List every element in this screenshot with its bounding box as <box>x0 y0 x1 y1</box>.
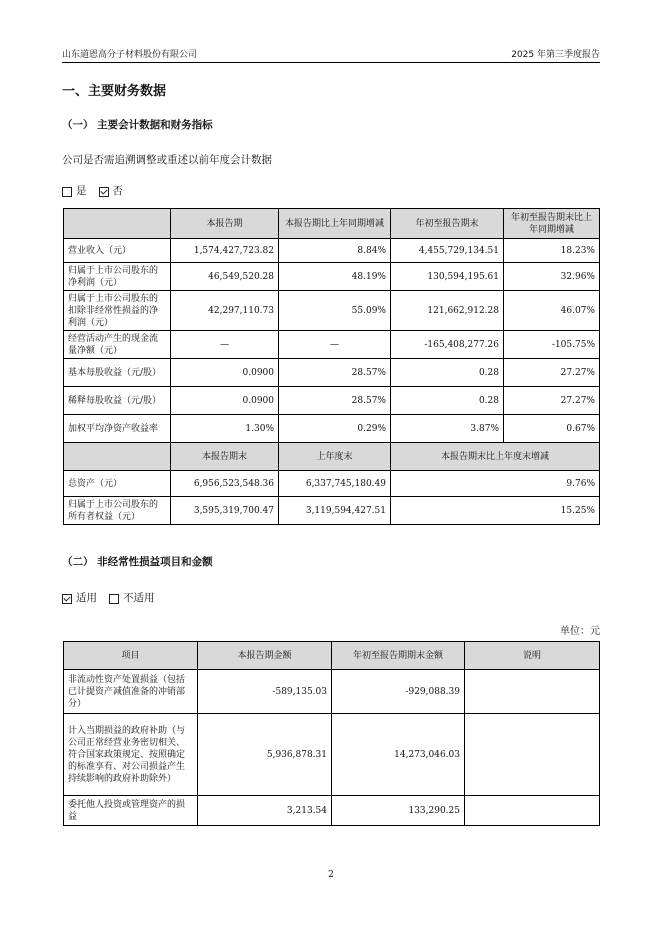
restatement-options <box>62 183 123 198</box>
table-row <box>64 359 600 387</box>
section-title: 一、主要财务数据 <box>62 84 167 99</box>
financial-indicators-table <box>63 208 600 525</box>
cell-value: -105.75% <box>504 331 600 359</box>
cell-value: -589,135.03 <box>198 670 332 714</box>
table-row <box>64 263 600 291</box>
cell-value: 1,574,427,723.82 <box>171 239 279 263</box>
restatement-question: 公司是否需追溯调整或重述以前年度会计数据 <box>62 154 272 166</box>
cell-value: 6,337,745,180.49 <box>279 471 391 497</box>
cell-value: 55.09% <box>279 291 391 331</box>
row-label: 计入当期损益的政府补助（与公司正常经营业务密切相关、符合国家政策规定、按照确定的标准享有、对公司损益产生持续影响的政府补助除外） <box>64 714 198 796</box>
cell-value: 3.87% <box>391 415 504 443</box>
subsection-title-1: （一） 主要会计数据和财务指标 <box>62 119 213 131</box>
cell-value: — <box>279 331 391 359</box>
cell-value: -165,408,277.26 <box>391 331 504 359</box>
row-label: 总资产（元） <box>64 471 171 497</box>
table-row <box>64 670 600 714</box>
row-label: 归属于上市公司股东的净利润（元） <box>64 263 171 291</box>
applicable-options <box>62 590 155 605</box>
header-cell <box>64 443 171 471</box>
header-cell: 年初至报告期末 <box>391 209 504 239</box>
cell-value: 1.30% <box>171 415 279 443</box>
cell-value: 8.84% <box>279 239 391 263</box>
table-header-row <box>64 642 600 670</box>
header-report-title: 2025 年第三季度报告 <box>511 50 600 60</box>
cell-value: 9.76% <box>391 471 600 497</box>
cell-value: 42,297,110.73 <box>171 291 279 331</box>
header-cell: 说明 <box>465 642 600 670</box>
header-cell: 年初至报告期期末金额 <box>332 642 465 670</box>
checkbox-no[interactable] <box>99 187 109 197</box>
option-not-applicable-label: 不适用 <box>123 592 155 604</box>
cell-value: 121,662,912.28 <box>391 291 504 331</box>
cell-value: 6,956,523,548.36 <box>171 471 279 497</box>
cell-value: 4,455,729,134.51 <box>391 239 504 263</box>
header-cell: 本报告期 <box>171 209 279 239</box>
table-row <box>64 291 600 331</box>
cell-value: 0.67% <box>504 415 600 443</box>
row-label: 营业收入（元） <box>64 239 171 263</box>
cell-value: 3,119,594,427.51 <box>279 497 391 525</box>
table-header-row <box>64 443 600 471</box>
option-no-label: 否 <box>112 185 123 197</box>
cell-value: 0.28 <box>391 387 504 415</box>
cell-value: 0.28 <box>391 359 504 387</box>
cell-value: 0.0900 <box>171 387 279 415</box>
page-header <box>62 46 600 63</box>
table-row <box>64 239 600 263</box>
cell-value: 46.07% <box>504 291 600 331</box>
checkbox-applicable[interactable] <box>62 594 72 604</box>
header-cell: 项目 <box>64 642 198 670</box>
header-cell: 上年度末 <box>279 443 391 471</box>
row-label: 委托他人投资或管理资产的损益 <box>64 796 198 826</box>
cell-value: 0.0900 <box>171 359 279 387</box>
table-row <box>64 497 600 525</box>
row-label: 非流动性资产处置损益（包括已计提资产减值准备的冲销部分） <box>64 670 198 714</box>
cell-note <box>465 670 600 714</box>
cell-value: 18.23% <box>504 239 600 263</box>
non-recurring-items-table <box>63 641 600 826</box>
unit-label: 单位：元 <box>560 626 600 637</box>
cell-value: 133,290.25 <box>332 796 465 826</box>
checkbox-yes[interactable] <box>62 187 72 197</box>
header-company: 山东道恩高分子材料股份有限公司 <box>62 50 198 60</box>
cell-value: 3,213.54 <box>198 796 332 826</box>
table-row <box>64 714 600 796</box>
cell-note <box>465 714 600 796</box>
header-cell: 本报告期金额 <box>198 642 332 670</box>
header-cell: 本报告期末比上年度末增减 <box>391 443 600 471</box>
table-row <box>64 387 600 415</box>
header-cell: 本报告期末 <box>171 443 279 471</box>
header-cell: 年初至报告期末比上年同期增减 <box>504 209 600 239</box>
cell-value: 27.27% <box>504 359 600 387</box>
row-label: 归属于上市公司股东的所有者权益（元） <box>64 497 171 525</box>
cell-value: 46,549,520.28 <box>171 263 279 291</box>
table-row <box>64 415 600 443</box>
cell-value: 14,273,046.03 <box>332 714 465 796</box>
checkbox-not-applicable[interactable] <box>109 594 119 604</box>
cell-value: 28.57% <box>279 387 391 415</box>
cell-value: 5,936,878.31 <box>198 714 332 796</box>
table-row <box>64 796 600 826</box>
cell-note <box>465 796 600 826</box>
cell-value: -929,088.39 <box>332 670 465 714</box>
row-label: 经营活动产生的现金流量净额（元） <box>64 331 171 359</box>
cell-value: — <box>171 331 279 359</box>
table-row <box>64 331 600 359</box>
row-label: 加权平均净资产收益率 <box>64 415 171 443</box>
cell-value: 130,594,195.61 <box>391 263 504 291</box>
row-label: 稀释每股收益（元/股） <box>64 387 171 415</box>
cell-value: 48.19% <box>279 263 391 291</box>
option-yes-label: 是 <box>76 185 87 197</box>
row-label: 归属于上市公司股东的扣除非经常性损益的净利润（元） <box>64 291 171 331</box>
subsection-title-2: （二） 非经常性损益项目和金额 <box>62 556 213 568</box>
page-number: 2 <box>328 870 334 880</box>
cell-value: 27.27% <box>504 387 600 415</box>
cell-value: 0.29% <box>279 415 391 443</box>
cell-value: 3,595,319,700.47 <box>171 497 279 525</box>
header-cell: 本报告期比上年同期增减 <box>279 209 391 239</box>
header-cell <box>64 209 171 239</box>
cell-value: 28.57% <box>279 359 391 387</box>
option-applicable-label: 适用 <box>76 592 97 604</box>
row-label: 基本每股收益（元/股） <box>64 359 171 387</box>
table-row <box>64 471 600 497</box>
cell-value: 15.25% <box>391 497 600 525</box>
table-header-row <box>64 209 600 239</box>
cell-value: 32.96% <box>504 263 600 291</box>
